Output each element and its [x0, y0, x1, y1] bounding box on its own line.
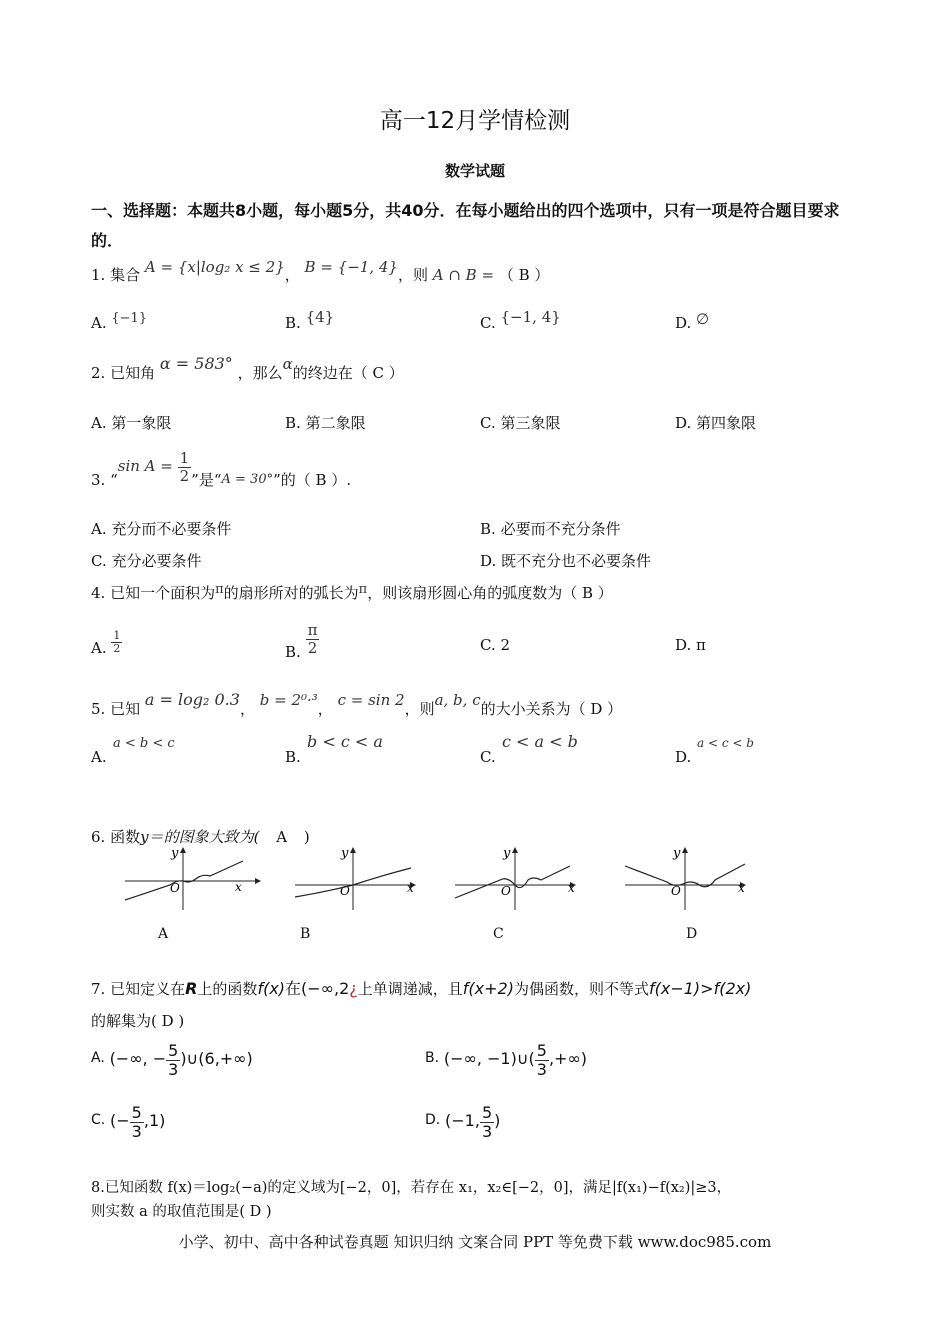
q5-c-expr: c = sin 2 — [337, 691, 405, 709]
option-value: a < b < c — [113, 736, 175, 751]
fraction-numerator: 5 — [168, 1041, 179, 1060]
q2-option-c — [480, 412, 561, 433]
option-label: A. — [91, 748, 107, 766]
option-value: 第四象限 — [696, 414, 757, 432]
question-4 — [91, 582, 613, 603]
option-post: ) — [494, 1111, 501, 1131]
q2-option-d — [675, 412, 756, 433]
q6-italic: y＝的图象大致为( — [140, 828, 260, 846]
q7-option-c — [91, 1104, 165, 1140]
graph-label-c: C — [493, 926, 504, 942]
q2-option-a — [91, 412, 171, 433]
q3-suffix: ”的（ B ）. — [273, 471, 352, 489]
option-value: {−1, 4} — [500, 308, 561, 326]
option-label: C. — [480, 414, 496, 432]
q1-option-c — [480, 308, 561, 332]
q1-option-b — [285, 308, 335, 332]
q2-alpha: α — [282, 355, 293, 373]
graph-label-d: D — [686, 926, 698, 942]
q1-sep1: ， — [284, 266, 300, 284]
option-label: B. — [285, 414, 301, 432]
q4-text-2: 的扇形所对的弧长为 — [223, 584, 359, 602]
option-value: 第一象限 — [111, 414, 172, 432]
option-fraction — [166, 1042, 180, 1078]
q3-option-c — [91, 550, 202, 571]
q1-answer: （ B ） — [498, 266, 550, 284]
q7-inequality: f(x−1)>f(2x) — [648, 979, 752, 998]
option-value: c < a < b — [502, 732, 578, 751]
page-subtitle: 数学试题 — [444, 162, 505, 180]
option-value: {−1} — [111, 311, 148, 326]
q3-prefix: 3. “ — [91, 471, 118, 489]
graph-b — [295, 846, 416, 910]
option-label: C. — [480, 748, 496, 766]
origin-label: O — [170, 881, 180, 895]
q4-pi-2: π — [358, 582, 368, 597]
x-axis-label: x — [568, 881, 575, 895]
fraction-denominator: 3 — [481, 1121, 493, 1141]
q7-fx: f(x) — [257, 979, 286, 998]
q5-then: ，则 — [404, 700, 435, 718]
option-post: )∪(6,+∞) — [180, 1049, 253, 1069]
fraction-numerator: π — [307, 621, 318, 639]
option-value: 充分必要条件 — [111, 552, 202, 570]
fraction-denominator: 2 — [179, 466, 190, 485]
q7-fx2: f(x+2) — [462, 979, 514, 998]
option-label: C. — [91, 1112, 106, 1129]
q7-line-2: 的解集为( D ) — [91, 1012, 185, 1030]
q7-option-a — [91, 1042, 253, 1078]
option-post: ,+∞) — [548, 1049, 588, 1069]
q7-text-d: 上单调递减，且 — [357, 980, 463, 998]
q7-text-e: 为偶函数，则不等式 — [513, 980, 649, 998]
option-label: B. — [285, 643, 301, 661]
q3-condition: A = 30° — [221, 472, 274, 487]
comma: ， — [239, 700, 255, 718]
section-heading: 一、选择题：本题共8小题，每小题5分，共40分．在每小题给出的四个选项中，只有一项是符合题目要求的． — [91, 201, 840, 250]
option-value: 2 — [500, 636, 511, 654]
question-1 — [91, 258, 550, 285]
option-value: 必要而不充分条件 — [500, 520, 621, 538]
option-pre: (− — [110, 1111, 130, 1131]
question-2 — [91, 354, 404, 383]
option-value: a < c < b — [697, 736, 754, 750]
question-8-line-2: 则实数 a 的取值范围是( D ) — [91, 1204, 272, 1220]
question-7 — [91, 976, 751, 999]
q3-option-b — [480, 518, 621, 539]
q1-option-d — [675, 310, 710, 332]
q4-option-c — [480, 636, 510, 654]
q4-pi-1: π — [215, 582, 224, 597]
q7-option-b — [425, 1042, 587, 1078]
option-label: B. — [480, 520, 496, 538]
fraction-numerator: 1 — [113, 629, 121, 642]
x-axis-label: x — [407, 881, 414, 895]
option-fraction — [306, 622, 320, 656]
q1-set-b: B = {−1, 4} — [304, 258, 398, 276]
q1-prefix: 1. 集合 — [91, 266, 141, 284]
y-axis-label: y — [503, 846, 511, 861]
q4-option-a — [91, 622, 122, 657]
page-footer: 小学、初中、高中各种试卷真题 知识归纳 文案合同 PPT 等免费下载 www.doc985.com — [178, 1233, 772, 1251]
q7-text-b: 上的函数 — [197, 980, 258, 998]
page-title: 高一12月学情检测 — [379, 108, 571, 134]
origin-label: O — [501, 884, 511, 898]
fraction-denominator: 3 — [168, 1059, 179, 1079]
option-label: A. — [91, 638, 107, 657]
q5-abc: a, b, c — [434, 691, 481, 709]
question-8-line-1: 8.已知函数 f(x)＝log₂(−a)的定义域为[−2，0]，若存在 x₁，x₂∈[−2，0]，满足|f(x₁)−f(x₂)|≥3， — [91, 1180, 732, 1196]
option-label: A. — [91, 520, 107, 538]
q2-prefix: 2. 已知角 — [91, 364, 156, 382]
fraction-denominator: 3 — [131, 1121, 142, 1141]
option-label: D. — [480, 552, 497, 570]
q6-answer: A — [276, 828, 288, 846]
graph-d — [625, 846, 746, 910]
fraction-denominator: 2 — [113, 642, 121, 656]
q1-option-a — [91, 311, 148, 332]
origin-label: O — [340, 884, 350, 898]
y-axis-label: y — [341, 846, 349, 861]
option-fraction — [111, 630, 122, 655]
option-fraction — [130, 1104, 144, 1140]
graph-c — [455, 846, 576, 910]
q3-fraction — [178, 450, 192, 484]
q1-expr: A ∩ B = — [432, 266, 495, 284]
option-pre: (−∞, − — [109, 1049, 167, 1069]
fraction-denominator: 3 — [536, 1059, 547, 1079]
option-value: b < c < a — [307, 732, 383, 751]
option-fraction — [480, 1104, 494, 1140]
option-value: ∅ — [696, 310, 710, 328]
option-label: D. — [675, 414, 692, 432]
fraction-numerator: 5 — [131, 1103, 142, 1122]
option-label: C. — [480, 314, 496, 332]
q7-garble: ¿ — [349, 979, 358, 998]
q4-text-1: 4. 已知一个面积为 — [91, 584, 216, 602]
q5-prefix: 5. 已知 — [91, 700, 141, 718]
y-axis-label: y — [673, 846, 681, 861]
comma: ， — [317, 700, 333, 718]
option-value: π — [696, 636, 706, 654]
fraction-denominator: 2 — [307, 638, 318, 657]
option-label: B. — [285, 314, 301, 332]
q6-close: ) — [303, 828, 310, 846]
option-label: A. — [91, 1050, 105, 1067]
q3-mid: ”是“ — [191, 471, 222, 489]
option-pre: (−∞, −1)∪( — [443, 1049, 535, 1069]
option-label: D. — [675, 636, 692, 654]
x-axis-label: x — [235, 880, 242, 894]
option-label: B. — [425, 1050, 440, 1067]
q4-option-b — [285, 612, 319, 661]
q4-text-3: ，则该扇形圆心角的弧度数为（ B ） — [367, 584, 613, 602]
option-label: C. — [91, 552, 107, 570]
option-label: C. — [480, 636, 496, 654]
q4-option-d — [675, 636, 706, 654]
y-axis-label: y — [171, 846, 179, 861]
q7-R: R — [185, 979, 198, 998]
option-label: D. — [425, 1112, 441, 1129]
q6-text: 6. 函数 — [91, 828, 141, 846]
q3-sin: sin A = — [117, 457, 173, 475]
q3-option-a — [91, 518, 231, 539]
q2-angle: α = 583° — [159, 354, 233, 373]
fraction-numerator: 1 — [179, 449, 190, 467]
q6-graphs — [115, 840, 765, 910]
graph-label-b: B — [300, 926, 311, 942]
q5-a-expr: a = log₂ 0.3 — [144, 690, 240, 709]
q2-suffix: 的终边在（ C ） — [292, 364, 404, 382]
option-value: 既不充分也不必要条件 — [501, 552, 652, 570]
option-fraction — [535, 1042, 549, 1078]
option-label: B. — [285, 748, 301, 766]
option-pre: (−1, — [445, 1111, 480, 1131]
option-label: A. — [91, 414, 107, 432]
q1-sep2: ，则 — [397, 266, 428, 284]
q7-text-a: 7. 已知定义在 — [91, 980, 186, 998]
question-3 — [91, 440, 352, 489]
graph-a — [125, 846, 261, 910]
question-5 — [91, 690, 623, 719]
fraction-numerator: 5 — [481, 1103, 493, 1122]
q1-set-a: A = {x|log₂ x ≤ 2} — [144, 258, 285, 276]
option-post: ,1) — [143, 1111, 166, 1131]
q5-b-expr: b = 2⁰·³ — [259, 691, 318, 709]
option-label: D. — [675, 314, 692, 332]
q3-option-d — [480, 550, 651, 571]
q7-option-d — [425, 1104, 500, 1140]
q2-mid: ，那么 — [237, 364, 283, 382]
q5-suffix: 的大小关系为（ D ） — [480, 700, 623, 718]
option-value: {4} — [305, 308, 335, 326]
option-value: 第三象限 — [500, 414, 561, 432]
origin-label: O — [671, 884, 681, 898]
graph-label-a: A — [158, 926, 169, 942]
fraction-numerator: 5 — [536, 1041, 547, 1060]
option-value: 充分而不必要条件 — [111, 520, 232, 538]
option-label: D. — [675, 748, 692, 766]
option-value: 第二象限 — [305, 414, 366, 432]
q2-option-b — [285, 412, 366, 433]
q7-text-c: 在(−∞,2 — [285, 979, 350, 998]
x-axis-label: x — [738, 881, 745, 895]
option-label: A. — [91, 314, 107, 332]
